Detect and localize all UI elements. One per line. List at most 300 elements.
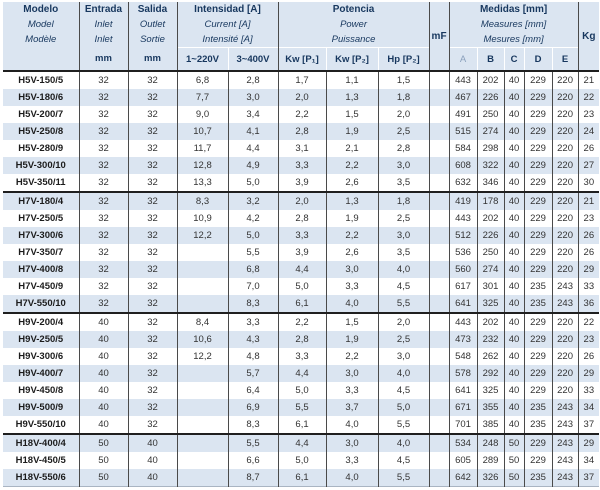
value-cell — [177, 278, 228, 295]
value-cell: 2,8 — [228, 71, 278, 89]
value-cell: 29 — [578, 365, 599, 382]
value-cell: 229 — [524, 71, 552, 89]
value-cell: 50 — [504, 452, 524, 469]
value-cell: 32 — [128, 313, 177, 331]
value-cell: 29 — [578, 261, 599, 278]
value-cell: 301 — [477, 278, 504, 295]
value-cell: 229 — [524, 331, 552, 348]
value-cell: 3,5 — [378, 244, 429, 261]
header-dim-b: B — [477, 48, 504, 72]
value-cell: 229 — [524, 210, 552, 227]
table-row — [3, 331, 599, 348]
model-cell: H7V-550/10 — [3, 295, 79, 313]
value-cell — [429, 313, 449, 331]
value-cell: 3,3 — [278, 227, 326, 244]
header-current-group — [177, 2, 278, 48]
value-cell: 23 — [583, 213, 595, 224]
value-cell: 32 — [79, 278, 128, 295]
model-cell: H9V-450/8 — [3, 382, 79, 399]
model-cell: H7V-450/9 — [3, 278, 79, 295]
header-inlet-fr: Inlet — [94, 34, 113, 46]
value-cell: 220 — [552, 174, 578, 192]
value-cell: 23 — [578, 331, 599, 348]
value-cell: 2,0 — [278, 192, 326, 210]
value-cell: 292 — [477, 365, 504, 382]
value-cell: 355 — [477, 399, 504, 416]
model-cell: H18V-450/5 — [3, 452, 79, 469]
value-cell: 40 — [79, 331, 128, 348]
header-mf: mF — [429, 2, 449, 71]
value-cell: 491 — [449, 106, 477, 123]
value-cell: 12,8 — [177, 157, 228, 174]
value-cell: 262 — [477, 348, 504, 365]
header-current-es: Intensidad [A] — [194, 4, 261, 15]
value-cell — [429, 174, 449, 192]
value-cell: 229 — [524, 348, 552, 365]
value-cell: 2,0 — [378, 313, 429, 331]
value-cell: 4,5 — [378, 452, 429, 469]
value-cell: 13,3 — [177, 174, 228, 192]
header-power-fr: Puissance — [331, 34, 376, 45]
value-cell: 235 — [524, 469, 552, 487]
value-cell — [177, 434, 228, 452]
model-cell: H9V-500/9 — [3, 399, 79, 416]
header-outlet-fr: Sortie — [140, 34, 165, 46]
value-cell: 4,8 — [228, 348, 278, 365]
value-cell: 220 — [552, 140, 578, 157]
value-cell: 8,7 — [228, 469, 278, 487]
value-cell: 229 — [524, 244, 552, 261]
value-cell — [429, 331, 449, 348]
value-cell: 32 — [79, 123, 128, 140]
value-cell — [429, 399, 449, 416]
value-cell: 220 — [552, 313, 578, 331]
header-dim-d: D — [524, 48, 552, 72]
value-cell: 26 — [583, 143, 595, 154]
value-cell: 32 — [79, 295, 128, 313]
value-cell: 229 — [524, 261, 552, 278]
value-cell: 2,6 — [326, 174, 378, 192]
value-cell: 3,0 — [378, 227, 429, 244]
table-row — [3, 123, 599, 140]
value-cell: 5,0 — [278, 452, 326, 469]
value-cell: 40 — [504, 106, 524, 123]
value-cell: 40 — [504, 399, 524, 416]
table-row — [3, 348, 599, 365]
header-inlet-en: Inlet — [94, 19, 113, 31]
header-model-es: Modelo — [23, 4, 59, 15]
header-voltage-3-400v: 3~400V — [228, 48, 278, 72]
value-cell: 4,5 — [378, 382, 429, 399]
value-cell: 5,5 — [378, 416, 429, 434]
value-cell — [429, 157, 449, 174]
value-cell: 229 — [524, 313, 552, 331]
value-cell: 226 — [477, 227, 504, 244]
value-cell: 243 — [552, 452, 578, 469]
value-cell: 4,0 — [326, 295, 378, 313]
value-cell: 229 — [524, 157, 552, 174]
value-cell: 32 — [128, 331, 177, 348]
value-cell — [177, 416, 228, 434]
value-cell: 4,0 — [378, 434, 429, 452]
value-cell: 3,3 — [278, 157, 326, 174]
value-cell: 12,2 — [177, 227, 228, 244]
value-cell: 40 — [504, 331, 524, 348]
value-cell: 40 — [128, 469, 177, 487]
value-cell: 325 — [477, 382, 504, 399]
value-cell: 40 — [504, 210, 524, 227]
value-cell: 1,3 — [326, 192, 378, 210]
value-cell: 8,3 — [228, 295, 278, 313]
value-cell: 5,5 — [378, 469, 429, 487]
value-cell: 32 — [128, 140, 177, 157]
header-measures-en: Measures [mm] — [480, 19, 547, 30]
value-cell — [177, 399, 228, 416]
value-cell — [429, 106, 449, 123]
value-cell: 243 — [552, 399, 578, 416]
value-cell — [429, 244, 449, 261]
value-cell — [429, 192, 449, 210]
value-cell: 21 — [583, 75, 595, 86]
value-cell: 235 — [524, 278, 552, 295]
value-cell: 32 — [128, 71, 177, 89]
value-cell: 6,6 — [228, 452, 278, 469]
table-row — [3, 210, 599, 227]
value-cell: 3,3 — [326, 382, 378, 399]
value-cell: 4,4 — [228, 140, 278, 157]
value-cell: 34 — [578, 399, 599, 416]
value-cell: 2,6 — [326, 244, 378, 261]
value-cell — [429, 261, 449, 278]
value-cell: 2,2 — [326, 157, 378, 174]
value-cell: 3,3 — [228, 313, 278, 331]
value-cell: 10,9 — [177, 210, 228, 227]
header-inlet-es: Entrada — [84, 4, 123, 16]
table-row — [3, 469, 599, 487]
value-cell — [177, 382, 228, 399]
value-cell: 40 — [504, 278, 524, 295]
value-cell: 40 — [79, 365, 128, 382]
pump-spec-table — [3, 2, 599, 487]
table-row — [3, 244, 599, 261]
value-cell: 642 — [449, 469, 477, 487]
value-cell: 32 — [128, 399, 177, 416]
value-cell: 3,0 — [326, 434, 378, 452]
value-cell: 560 — [449, 261, 477, 278]
value-cell: 584 — [449, 140, 477, 157]
value-cell — [429, 140, 449, 157]
value-cell: 3,3 — [326, 278, 378, 295]
value-cell: 1,5 — [326, 106, 378, 123]
value-cell: 40 — [79, 313, 128, 331]
value-cell: 32 — [79, 174, 128, 192]
value-cell: 8,3 — [228, 416, 278, 434]
value-cell: 5,5 — [228, 434, 278, 452]
value-cell: 40 — [128, 434, 177, 452]
value-cell: 226 — [477, 89, 504, 106]
table-row — [3, 140, 599, 157]
value-cell: 250 — [477, 244, 504, 261]
value-cell: 32 — [128, 106, 177, 123]
value-cell: 536 — [449, 244, 477, 261]
value-cell: 4,1 — [228, 123, 278, 140]
value-cell: 220 — [552, 331, 578, 348]
value-cell: 40 — [504, 261, 524, 278]
value-cell: 220 — [552, 244, 578, 261]
value-cell: 2,0 — [378, 106, 429, 123]
value-cell: 37 — [578, 469, 599, 487]
value-cell: 6,1 — [278, 416, 326, 434]
model-cell: H5V-350/11 — [3, 174, 79, 192]
table-row — [3, 365, 599, 382]
value-cell: 671 — [449, 399, 477, 416]
value-cell — [429, 89, 449, 106]
value-cell: 473 — [449, 331, 477, 348]
value-cell: 26 — [578, 227, 599, 244]
value-cell — [429, 469, 449, 487]
value-cell — [429, 71, 449, 89]
value-cell: 3,1 — [278, 140, 326, 157]
value-cell: 32 — [128, 244, 177, 261]
header-current-en: Current [A] — [204, 19, 251, 30]
value-cell: 701 — [449, 416, 477, 434]
value-cell: 641 — [449, 382, 477, 399]
model-cell: H7V-350/7 — [3, 244, 79, 261]
value-cell: 202 — [477, 313, 504, 331]
value-cell: 40 — [504, 157, 524, 174]
value-cell: 4,0 — [378, 365, 429, 382]
value-cell — [429, 278, 449, 295]
value-cell: 40 — [504, 71, 524, 89]
value-cell: 4,5 — [378, 278, 429, 295]
value-cell: 232 — [477, 331, 504, 348]
value-cell: 1,7 — [278, 71, 326, 89]
value-cell: 40 — [504, 313, 524, 331]
value-cell — [429, 416, 449, 434]
value-cell: 40 — [128, 452, 177, 469]
value-cell: 40 — [504, 174, 524, 192]
value-cell: 30 — [583, 177, 595, 188]
value-cell: 32 — [128, 210, 177, 227]
value-cell: 2,8 — [278, 210, 326, 227]
value-cell: 40 — [504, 348, 524, 365]
value-cell: 229 — [524, 89, 552, 106]
value-cell: 229 — [524, 192, 552, 210]
value-cell: 243 — [552, 295, 578, 313]
header-model — [3, 2, 79, 71]
value-cell: 346 — [477, 174, 504, 192]
value-cell: 274 — [477, 123, 504, 140]
value-cell: 32 — [128, 382, 177, 399]
value-cell: 33 — [583, 385, 595, 396]
value-cell: 5,5 — [278, 399, 326, 416]
value-cell: 40 — [504, 192, 524, 210]
value-cell: 40 — [79, 382, 128, 399]
value-cell: 2,8 — [378, 140, 429, 157]
value-cell: 608 — [449, 157, 477, 174]
value-cell: 548 — [449, 348, 477, 365]
value-cell: 40 — [504, 382, 524, 399]
value-cell — [429, 123, 449, 140]
header-voltage-1-220v: 1~220V — [177, 48, 228, 72]
value-cell: 4,4 — [278, 365, 326, 382]
value-cell: 22 — [578, 89, 599, 106]
header-outlet — [128, 2, 177, 48]
value-cell: 243 — [552, 434, 578, 452]
header-model-en: Model — [27, 19, 54, 30]
value-cell: 40 — [504, 295, 524, 313]
value-cell: 3,9 — [278, 174, 326, 192]
value-cell: 385 — [477, 416, 504, 434]
value-cell: 2,2 — [278, 106, 326, 123]
header-measures-fr: Mesures [mm] — [483, 34, 544, 45]
value-cell: 220 — [552, 123, 578, 140]
value-cell: 2,5 — [378, 123, 429, 140]
value-cell — [429, 210, 449, 227]
value-cell — [429, 295, 449, 313]
table-row — [3, 89, 599, 106]
value-cell: 220 — [552, 227, 578, 244]
value-cell: 512 — [449, 227, 477, 244]
value-cell: 220 — [552, 348, 578, 365]
value-cell: 40 — [79, 416, 128, 434]
value-cell: 6,9 — [228, 399, 278, 416]
value-cell — [429, 434, 449, 452]
value-cell: 32 — [79, 140, 128, 157]
value-cell: 7,7 — [177, 89, 228, 106]
model-cell: H7V-250/5 — [3, 210, 79, 227]
model-cell: H18V-400/4 — [3, 434, 79, 452]
value-cell: 32 — [128, 295, 177, 313]
value-cell: 1,8 — [378, 192, 429, 210]
value-cell: 21 — [578, 192, 599, 210]
value-cell: 243 — [552, 278, 578, 295]
value-cell — [429, 227, 449, 244]
header-measures-es: Medidas [mm] — [479, 4, 548, 15]
value-cell: 3,0 — [326, 261, 378, 278]
value-cell: 220 — [552, 71, 578, 89]
table-body — [3, 71, 599, 487]
value-cell: 2,8 — [278, 123, 326, 140]
value-cell: 40 — [504, 227, 524, 244]
value-cell: 4,4 — [278, 261, 326, 278]
table-row — [3, 227, 599, 244]
value-cell: 23 — [583, 109, 595, 120]
value-cell: 515 — [449, 123, 477, 140]
value-cell: 4,9 — [228, 157, 278, 174]
table-row — [3, 261, 599, 278]
value-cell: 6,1 — [278, 295, 326, 313]
value-cell: 443 — [449, 71, 477, 89]
value-cell: 617 — [449, 278, 477, 295]
value-cell — [429, 365, 449, 382]
value-cell: 40 — [504, 123, 524, 140]
value-cell: 2,2 — [278, 313, 326, 331]
value-cell: 3,4 — [228, 106, 278, 123]
value-cell — [429, 452, 449, 469]
model-cell: H9V-550/10 — [3, 416, 79, 434]
value-cell: 3,0 — [378, 157, 429, 174]
value-cell: 6,4 — [228, 382, 278, 399]
header-kw-p1: Kw [P₁] — [278, 48, 326, 72]
value-cell: 37 — [583, 419, 595, 430]
value-cell: 8,4 — [177, 313, 228, 331]
model-cell: H7V-400/8 — [3, 261, 79, 278]
value-cell: 3,0 — [228, 89, 278, 106]
value-cell: 1,9 — [326, 123, 378, 140]
value-cell: 32 — [79, 210, 128, 227]
value-cell: 2,8 — [278, 331, 326, 348]
value-cell: 1,8 — [378, 89, 429, 106]
value-cell: 22 — [578, 313, 599, 331]
value-cell: 248 — [477, 434, 504, 452]
value-cell: 605 — [449, 452, 477, 469]
value-cell: 32 — [128, 174, 177, 192]
value-cell: 220 — [552, 365, 578, 382]
value-cell: 243 — [552, 416, 578, 434]
value-cell: 235 — [524, 399, 552, 416]
value-cell: 32 — [128, 89, 177, 106]
value-cell: 202 — [477, 210, 504, 227]
value-cell — [177, 244, 228, 261]
value-cell — [177, 452, 228, 469]
value-cell: 1,5 — [326, 313, 378, 331]
value-cell: 40 — [504, 365, 524, 382]
value-cell: 32 — [128, 123, 177, 140]
value-cell: 40 — [79, 399, 128, 416]
value-cell: 274 — [477, 261, 504, 278]
model-cell: H9V-250/5 — [3, 331, 79, 348]
value-cell: 32 — [79, 157, 128, 174]
table-row — [3, 192, 599, 210]
table-row — [3, 452, 599, 469]
value-cell: 3,9 — [278, 244, 326, 261]
model-cell: H7V-300/6 — [3, 227, 79, 244]
model-cell: H9V-400/7 — [3, 365, 79, 382]
value-cell: 7,0 — [228, 278, 278, 295]
value-cell: 419 — [449, 192, 477, 210]
value-cell: 2,2 — [326, 227, 378, 244]
value-cell: 50 — [504, 434, 524, 452]
value-cell: 289 — [477, 452, 504, 469]
value-cell: 1,1 — [326, 71, 378, 89]
value-cell: 5,0 — [278, 278, 326, 295]
value-cell: 220 — [552, 89, 578, 106]
model-cell: H9V-200/4 — [3, 313, 79, 331]
value-cell: 229 — [524, 434, 552, 452]
value-cell: 4,0 — [378, 261, 429, 278]
value-cell: 50 — [504, 469, 524, 487]
value-cell: 2,0 — [278, 89, 326, 106]
model-cell: H5V-300/10 — [3, 157, 79, 174]
value-cell: 443 — [449, 313, 477, 331]
value-cell — [429, 348, 449, 365]
header-outlet-unit: mm — [128, 48, 177, 72]
value-cell: 220 — [552, 210, 578, 227]
value-cell: 32 — [128, 416, 177, 434]
value-cell: 6,8 — [177, 71, 228, 89]
header-current-fr: Intensité [A] — [202, 34, 253, 45]
model-cell: H18V-550/6 — [3, 469, 79, 487]
value-cell: 10,7 — [177, 123, 228, 140]
model-cell: H5V-200/7 — [3, 106, 79, 123]
value-cell: 33 — [583, 281, 595, 292]
value-cell: 40 — [504, 89, 524, 106]
value-cell: 32 — [79, 71, 128, 89]
model-cell: H5V-250/8 — [3, 123, 79, 140]
value-cell: 202 — [477, 71, 504, 89]
value-cell: 220 — [552, 192, 578, 210]
